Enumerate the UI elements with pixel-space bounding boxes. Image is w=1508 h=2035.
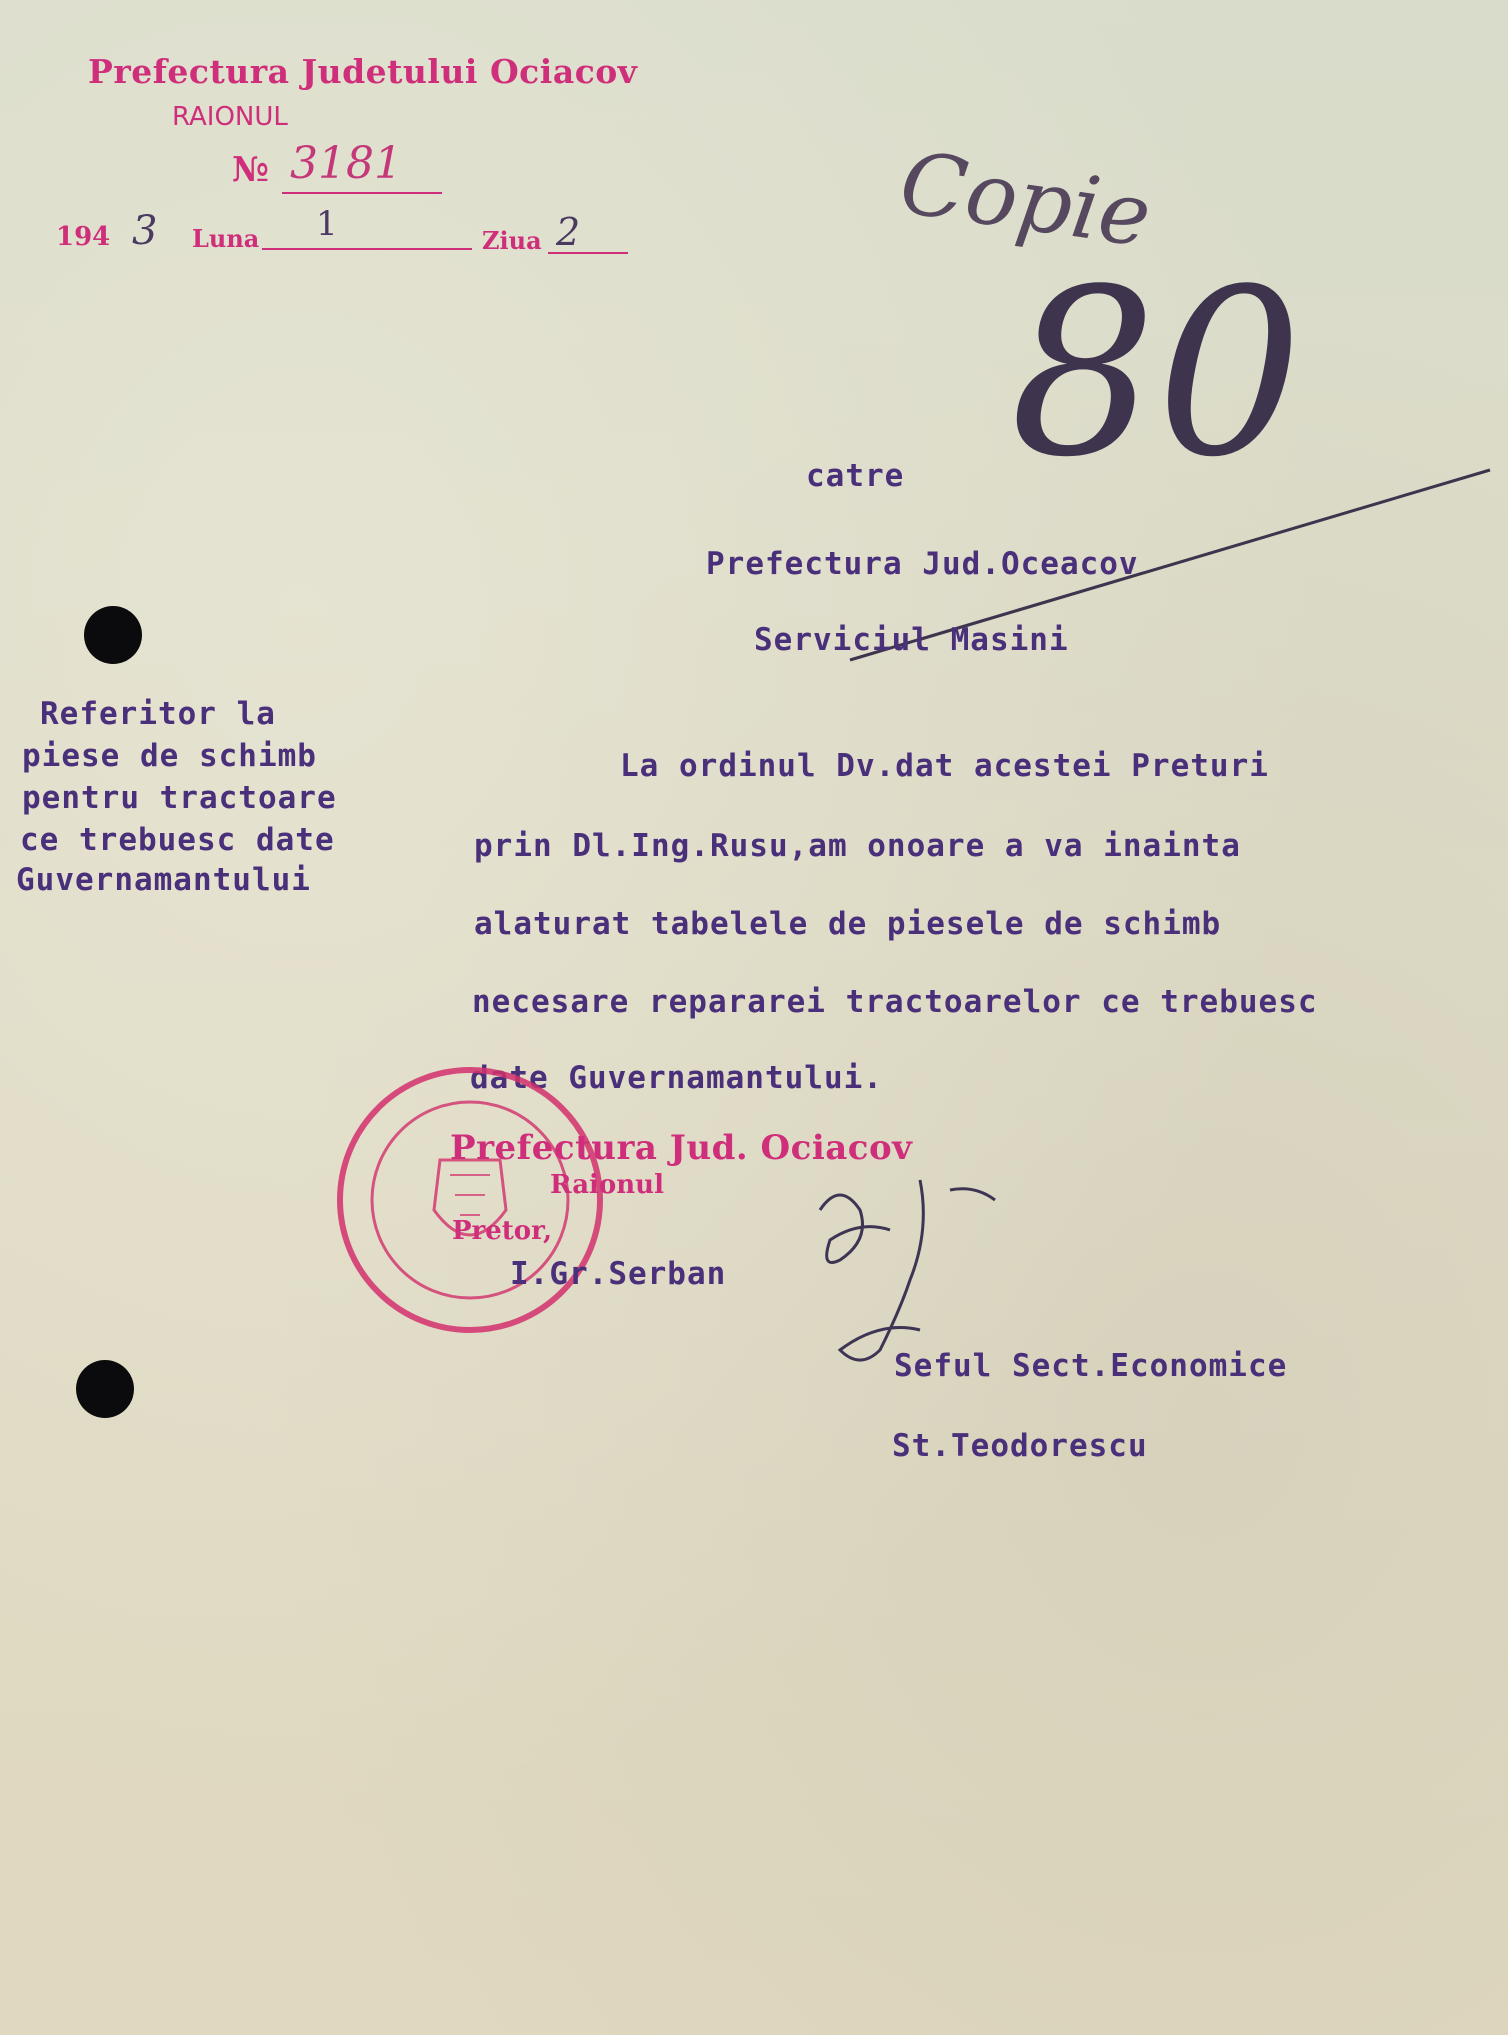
stamp-year-label: 194 xyxy=(56,222,111,252)
stamp-month-line xyxy=(262,248,472,250)
stamp-number-line xyxy=(282,192,442,194)
punch-hole-bottom xyxy=(76,1360,134,1418)
punch-hole-top xyxy=(84,606,142,664)
signature-stamp-line3: Pretor, xyxy=(452,1216,553,1246)
signature-stamp-line1: Prefectura Jud. Ociacov xyxy=(450,1128,913,1168)
marginal-note-line: Guvernamantului xyxy=(16,862,311,898)
section-title: Seful Sect.Economice xyxy=(894,1348,1288,1384)
stamp-number-value: 3181 xyxy=(290,138,402,189)
stamp-month-label: Luna xyxy=(192,224,260,253)
stamp-day-value: 2 xyxy=(556,210,581,254)
big-number-note: 80 xyxy=(1010,241,1303,508)
copy-note: Copie xyxy=(894,133,1157,267)
body-line: La ordinul Dv.dat acestei Preturi xyxy=(620,748,1269,784)
body-line: date Guvernamantului. xyxy=(470,1060,883,1096)
marginal-note-line: ce trebuesc date xyxy=(20,822,335,858)
stamp-day-label: Ziua xyxy=(482,226,542,255)
body-line: alaturat tabelele de piesele de schimb xyxy=(474,906,1222,942)
stamp-number-label: № xyxy=(232,150,269,190)
stamp-year-value: 3 xyxy=(132,208,158,254)
pretor-name: I.Gr.Serban xyxy=(510,1256,727,1292)
marginal-note-line: Referitor la xyxy=(40,696,276,732)
address-office: Prefectura Jud.Oceacov xyxy=(706,546,1139,582)
body-line: prin Dl.Ing.Rusu,am onoare a va inainta xyxy=(474,828,1241,864)
round-official-seal xyxy=(330,1060,610,1340)
stamp-title: Prefectura Judetului Ociacov xyxy=(88,52,638,91)
marginal-note-line: pentru tractoare xyxy=(22,780,337,816)
body-line: necesare repararei tractoarelor ce trebuesc xyxy=(472,984,1318,1020)
stamp-month-value: 1 xyxy=(316,204,338,244)
marginal-note-line: piese de schimb xyxy=(22,738,317,774)
address-to: catre xyxy=(806,458,905,494)
address-service: Serviciul Masini xyxy=(754,622,1069,658)
stamp-day-line xyxy=(548,252,628,254)
stamp-subtitle: RAIONUL xyxy=(172,102,288,132)
section-name: St.Teodorescu xyxy=(892,1428,1148,1464)
signature-stamp-line2: Raionul xyxy=(550,1170,664,1200)
